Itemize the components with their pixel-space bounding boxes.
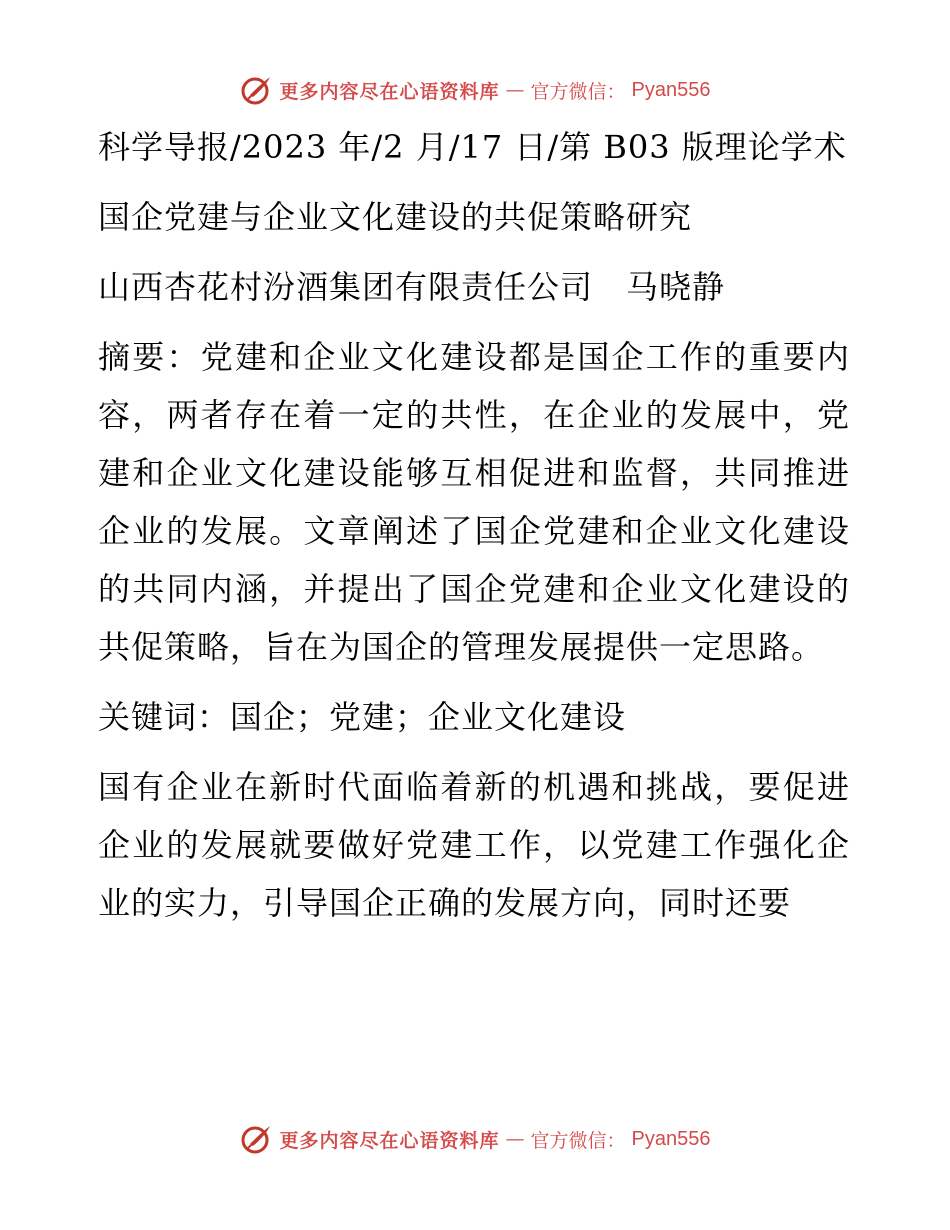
banner-brand-text: 更多内容尽在心语资料库 bbox=[279, 1129, 500, 1152]
document-body bbox=[98, 118, 850, 932]
author-line: 山西杏花村汾酒集团有限责任公司 马晓静 bbox=[98, 268, 726, 306]
banner-separator: — bbox=[505, 1128, 525, 1150]
quill-circle-logo-icon bbox=[240, 1122, 274, 1156]
banner-official-label: 官方微信： bbox=[530, 1129, 626, 1152]
article-title: 国企党建与企业文化建设的共促策略研究 bbox=[98, 198, 693, 236]
header-watermark-banner bbox=[0, 70, 950, 110]
banner-wechat-id: Pyan556 bbox=[631, 78, 711, 101]
banner-brand-text: 更多内容尽在心语资料库 bbox=[279, 80, 500, 103]
banner-separator: — bbox=[505, 79, 525, 101]
abstract-paragraph: 摘要：党建和企业文化建设都是国企工作的重要内容，两者存在着一定的共性，在企业的发展中，党建和企业文化建设能够互相促进和监督，共同推进企业的发展。文章阐述了国企党建和企业文化建设的共同内涵，并提出了国企党建和企业文化建设的共促策略，旨在为国企的管理发展提供一定思路。 bbox=[98, 338, 850, 666]
quill-circle-logo-icon bbox=[240, 73, 274, 107]
source-line: 科学导报/2023 年/2 月/17 日/第 B03 版理论学术 bbox=[98, 128, 847, 166]
banner-wechat-id: Pyan556 bbox=[631, 1127, 711, 1150]
footer-watermark-banner bbox=[0, 1119, 950, 1159]
banner-official-label: 官方微信： bbox=[530, 80, 626, 103]
keywords-line: 关键词：国企；党建；企业文化建设 bbox=[98, 698, 627, 736]
body-paragraph: 国有企业在新时代面临着新的机遇和挑战，要促进企业的发展就要做好党建工作，以党建工作强化企业的实力，引导国企正确的发展方向，同时还要 bbox=[98, 768, 850, 922]
